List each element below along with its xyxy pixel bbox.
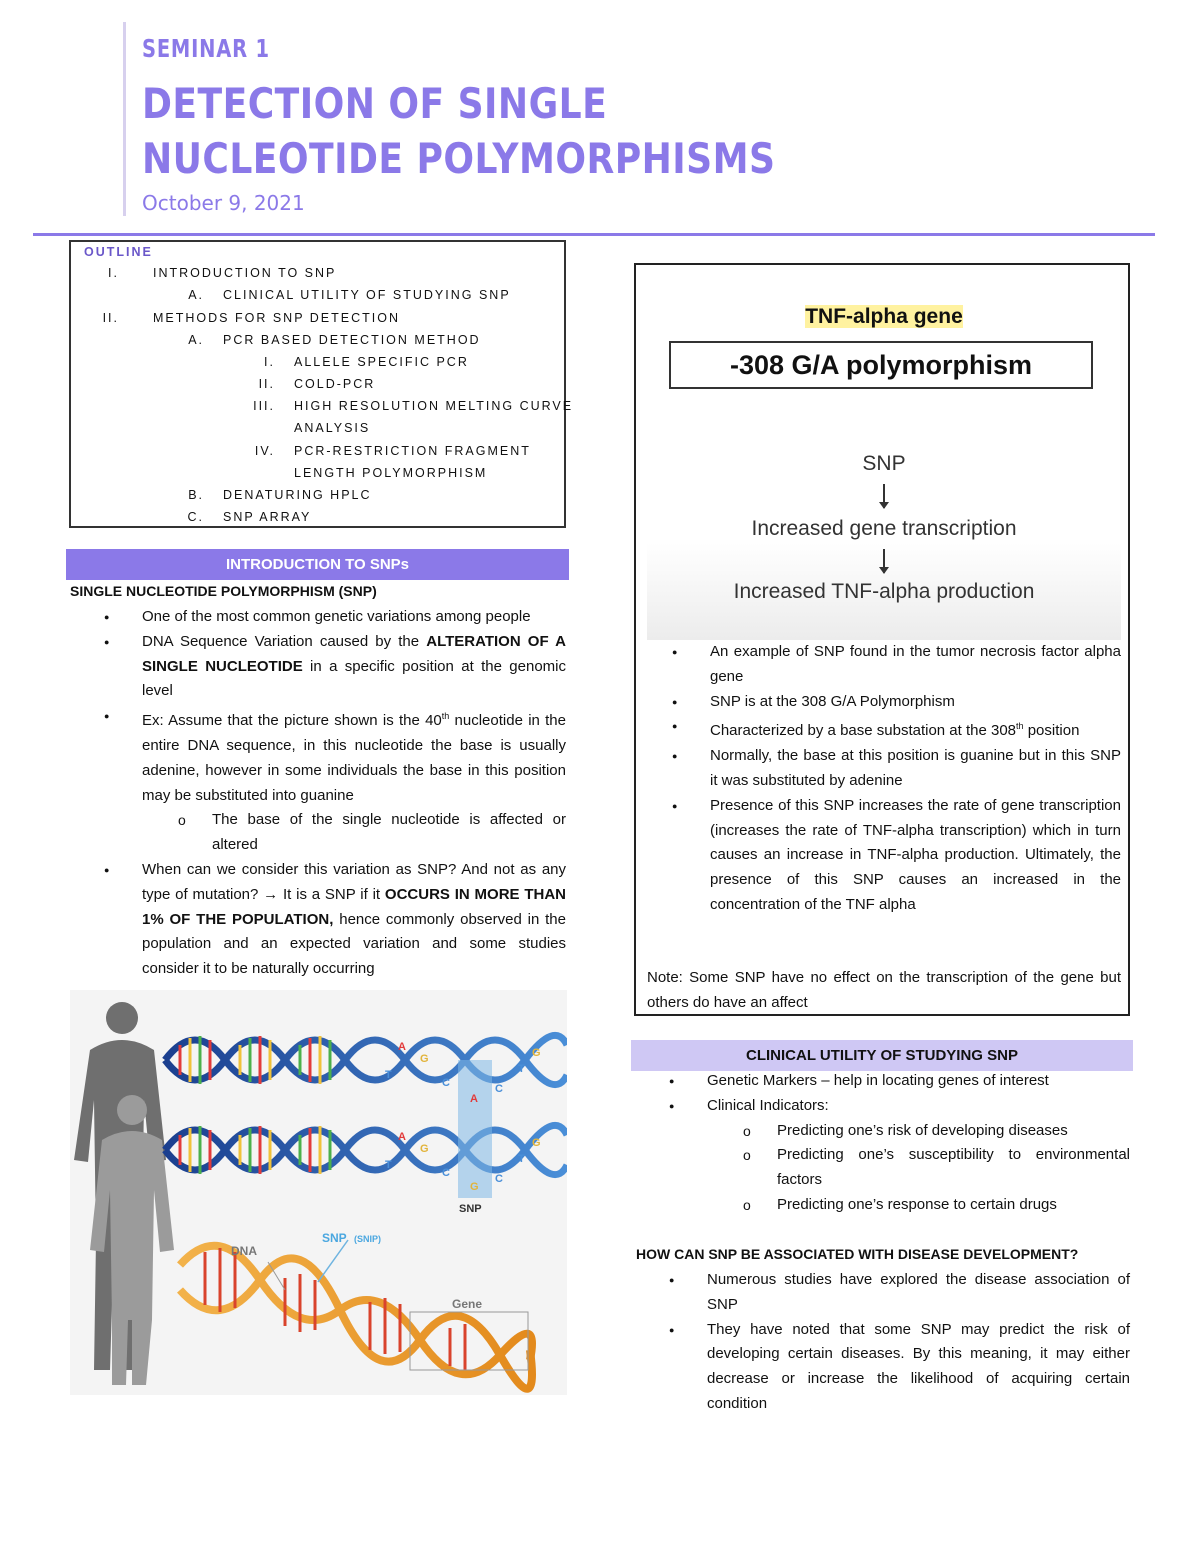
- outline-item: LENGTH POLYMORPHISM: [294, 466, 488, 480]
- sub-list-item: o The base of the single nucleotide is affected or altered: [142, 808, 566, 858]
- list-item: ● When can we consider this variation as SNP? And not as any type of mutation? → It is a SNP if it OCCURS IN MORE THAN 1% OF THE POPULATION, hence commonly observed in the population and an expected variation and some studies consider it to be naturally occurring: [68, 858, 566, 982]
- snp-label: SNP: [322, 1231, 347, 1245]
- snp-dna-figure: [70, 990, 567, 1395]
- list-item: ● They have noted that some SNP may predict the risk of developing certain diseases. By this meaning, it may either decrease or increase the likelihood of acquiring certain condition: [633, 1318, 1130, 1417]
- transcription-node: Increased gene transcription: [751, 517, 1017, 540]
- list-item: ● Genetic Markers – help in locating genes of interest: [633, 1069, 1130, 1094]
- disease-bullet-list: [633, 1268, 1130, 1417]
- tnf-gene-label: TNF-alpha gene: [805, 305, 963, 328]
- outline-item: PCR BASED DETECTION METHOD: [223, 333, 481, 347]
- outline-num: C.: [187, 510, 204, 524]
- outline-item: CLINICAL UTILITY OF STUDYING SNP: [223, 288, 511, 302]
- tnf-alpha-figure: [647, 265, 1121, 640]
- base-letter: C: [495, 1173, 503, 1185]
- base-letter: T: [385, 1159, 392, 1171]
- snp-column-label: SNP: [459, 1203, 482, 1215]
- tnf-alpha-box: [634, 263, 1130, 1016]
- snp-highlight: [458, 1060, 492, 1198]
- list-item: ● Presence of this SNP increases the rate of gene transcription (increases the rate of TNF-alpha transcription) which in turn causes an increase in TNF-alpha production. Ultimately, the presence of this SNP causes an increased in the concentration of the TNF alpha: [636, 794, 1121, 918]
- list-item: ● An example of SNP found in the tumor necrosis factor alpha gene: [636, 640, 1121, 690]
- list-item: ● Numerous studies have explored the disease association of SNP: [633, 1268, 1130, 1318]
- document-date: October 9, 2021: [142, 191, 305, 215]
- outline-item: ANALYSIS: [294, 421, 371, 435]
- snip-label: (SNIP): [354, 1234, 381, 1244]
- dna-helix-bottom: [165, 1125, 567, 1174]
- tnf-bullet-list: [636, 640, 1121, 918]
- outline-num: II.: [258, 377, 275, 391]
- outline-num: I.: [264, 355, 275, 369]
- base-letter: G: [420, 1053, 429, 1065]
- list-item: ● Clinical Indicators: o Predicting one’s risk of developing diseases o Predicting one’s susceptibility to environmental factors o Predicting one’s response to certain drugs: [633, 1094, 1130, 1218]
- outline-num: A.: [188, 333, 204, 347]
- dna-label: DNA: [231, 1244, 257, 1258]
- sub-list-item: o Predicting one’s risk of developing diseases: [707, 1119, 1130, 1144]
- base-letter: T: [518, 1063, 525, 1075]
- outline-num: III.: [253, 399, 275, 413]
- arrow-down-icon: [883, 484, 885, 508]
- list-item: ● SNP is at the 308 G/A Polymorphism: [636, 690, 1121, 715]
- base-letter: A: [398, 1131, 406, 1143]
- outline-title: OUTLINE: [84, 245, 153, 259]
- outline-num: II.: [102, 311, 119, 325]
- clinical-section-heading: CLINICAL UTILITY OF STUDYING SNP: [631, 1040, 1133, 1071]
- outline-item: INTRODUCTION TO SNP: [153, 266, 337, 280]
- intro-bullet-list: [68, 605, 566, 982]
- polymorphism-box: -308 G/A polymorphism: [669, 341, 1093, 389]
- outline-num: A.: [188, 288, 204, 302]
- list-item: ● Characterized by a base substation at the 308th position: [636, 714, 1121, 744]
- outline-num: IV.: [254, 444, 275, 458]
- outline-num: I.: [108, 266, 119, 280]
- header-divider: [33, 233, 1155, 236]
- outline-item: METHODS FOR SNP DETECTION: [153, 311, 401, 325]
- base-letter: G: [532, 1047, 541, 1059]
- outline-item: HIGH RESOLUTION MELTING CURVE: [294, 399, 574, 413]
- base-letter: C: [442, 1077, 450, 1089]
- outline-item: COLD-PCR: [294, 377, 376, 391]
- gene-label: Gene: [452, 1297, 483, 1311]
- list-item: ● Normally, the base at this position is guanine but in this SNP it was substituted by adenine: [636, 744, 1121, 794]
- document-title: DETECTION OF SINGLE NUCLEOTIDE POLYMORPHISMS: [142, 79, 776, 183]
- intro-section-heading: INTRODUCTION TO SNPs: [66, 549, 569, 580]
- base-letter: G: [420, 1143, 429, 1155]
- list-item: ● One of the most common genetic variations among people: [68, 605, 566, 630]
- sub-list-item: o Predicting one’s response to certain drugs: [707, 1193, 1130, 1218]
- dna-helix-top: [165, 1035, 567, 1084]
- production-node: Increased TNF-alpha production: [733, 580, 1035, 603]
- list-item: ● DNA Sequence Variation caused by the ALTERATION OF A SINGLE NUCLEOTIDE in a specific position at the genomic level: [68, 630, 566, 704]
- clinical-bullet-list: [633, 1069, 1130, 1218]
- sub-list-item: o Predicting one’s susceptibility to environmental factors: [707, 1143, 1130, 1193]
- base-letter: T: [385, 1069, 392, 1081]
- outline-item: PCR-RESTRICTION FRAGMENT: [294, 444, 531, 458]
- base-letter: A: [470, 1093, 478, 1105]
- outline-num: B.: [188, 488, 204, 502]
- tnf-note: Note: Some SNP have no effect on the transcription of the gene but others do have an affect: [647, 969, 1121, 1011]
- list-item: ● Ex: Assume that the picture shown is the 40th nucleotide in the entire DNA sequence, in this nucleotide the base is usually adenine, however in some individuals the base in this position may be substituted into guanine o The base of the single nucleotide is affected or altered: [68, 704, 566, 858]
- outline-box: [69, 240, 574, 528]
- header-accent-bar: [123, 22, 126, 216]
- snp-subheading: SINGLE NUCLEOTIDE POLYMORPHISM (SNP): [70, 583, 377, 599]
- snp-node: SNP: [862, 452, 906, 475]
- base-letter: C: [442, 1167, 450, 1179]
- seminar-label: SEMINAR 1: [142, 34, 270, 63]
- outline-item: ALLELE SPECIFIC PCR: [294, 355, 469, 369]
- disease-question-heading: HOW CAN SNP BE ASSOCIATED WITH DISEASE DEVELOPMENT?: [636, 1246, 1079, 1262]
- base-letter: G: [470, 1181, 479, 1193]
- base-letter: T: [518, 1153, 525, 1165]
- dna-helix-orange: [180, 1240, 532, 1389]
- base-letter: A: [398, 1041, 406, 1053]
- arrow-down-icon: [883, 549, 885, 573]
- outline-item: DENATURING HPLC: [223, 488, 372, 502]
- base-letter: C: [495, 1083, 503, 1095]
- base-letter: G: [532, 1137, 541, 1149]
- outline-item: SNP ARRAY: [223, 510, 312, 524]
